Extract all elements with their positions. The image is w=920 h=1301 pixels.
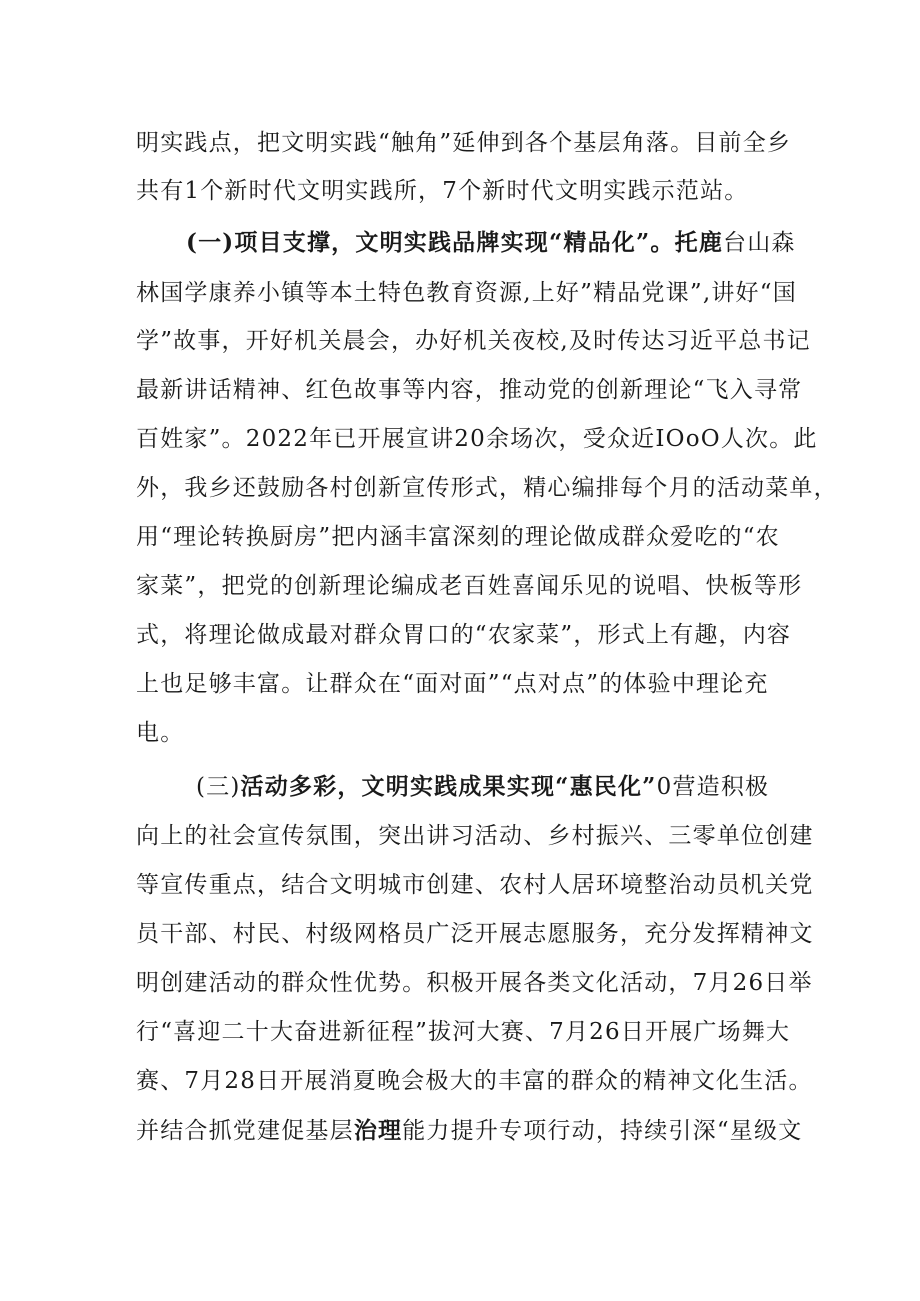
section-1-heading: (一)项目支撑，文明实践品牌实现“精品化”。托鹿 [186,229,724,256]
text-line: 学”故事，开好机关晨会，办好机关夜校,及时传达习近平总书记 [136,328,811,354]
text-fragment: 0营造积极 [656,774,770,800]
section-1-line [186,228,796,258]
text-line: 共有1个新时代文明实践所，7个新时代文明实践示范站。 [136,178,749,204]
text-line: 外，我乡还鼓励各村创新宣传形式，精心编排每个月的活动菜单， [136,475,838,501]
text-line-last [136,1116,803,1146]
section-3-number: (三) [196,774,241,800]
text-line: 百姓家”。2022年已开展宣讲20余场次，受众近IOoO人次。此 [136,426,818,452]
text-line: 赛、7月28日开展消夏晚会极大的丰富的群众的精神文化生活。 [136,1068,813,1094]
text-fragment: 台山森 [723,230,796,256]
text-line: 上也足够丰富。让群众在“面对面”“点对点”的体验中理论充 [136,671,769,697]
text-line: 明创建活动的群众性优势。积极开展各类文化活动，7月26日举 [136,970,813,996]
text-line: 用“理论转换厨房”把内涵丰富深刻的理论做成群众爱吃的“农 [136,524,780,550]
text-line: 行“喜迎二十大奋进新征程”拔河大赛、7月26日开展广场舞大 [136,1019,791,1045]
text-line: 最新讲话精神、红色故事等内容，推动党的创新理论“飞入寻常 [136,377,803,403]
bold-word: 治理 [353,1117,403,1144]
section-3-heading: 活动多彩，文明实践成果实现“惠民化” [240,773,657,800]
text-line: 林国学康养小镇等本土特色教育资源,上好”精品党课”,讲好“国 [136,280,797,306]
text-fragment: 并结合抓党建促基层 [136,1118,354,1144]
text-line: 电。 [136,720,185,746]
section-3-line [196,772,796,802]
text-line: 式，将理论做成最对群众胃口的“农家菜”，形式上有趣，内容 [136,622,792,648]
text-line: 员干部、村民、村级网格员广泛开展志愿服务，充分发挥精神文 [136,921,814,947]
text-line: 家菜”，把党的创新理论编成老百姓喜闻乐见的说唱、快板等形 [136,573,803,599]
text-line: 明实践点，把文明实践“触角”延伸到各个基层角落。目前全乡 [136,130,792,156]
text-line: 向上的社会宣传氛围，突出讲习活动、乡村振兴、三零单位创建 [136,823,814,849]
text-line: 等宣传重点，结合文明城市创建、农村人居环境整治动员机关党 [136,872,814,898]
text-fragment: 能力提升专项行动，持续引深“星级文 [402,1118,803,1144]
